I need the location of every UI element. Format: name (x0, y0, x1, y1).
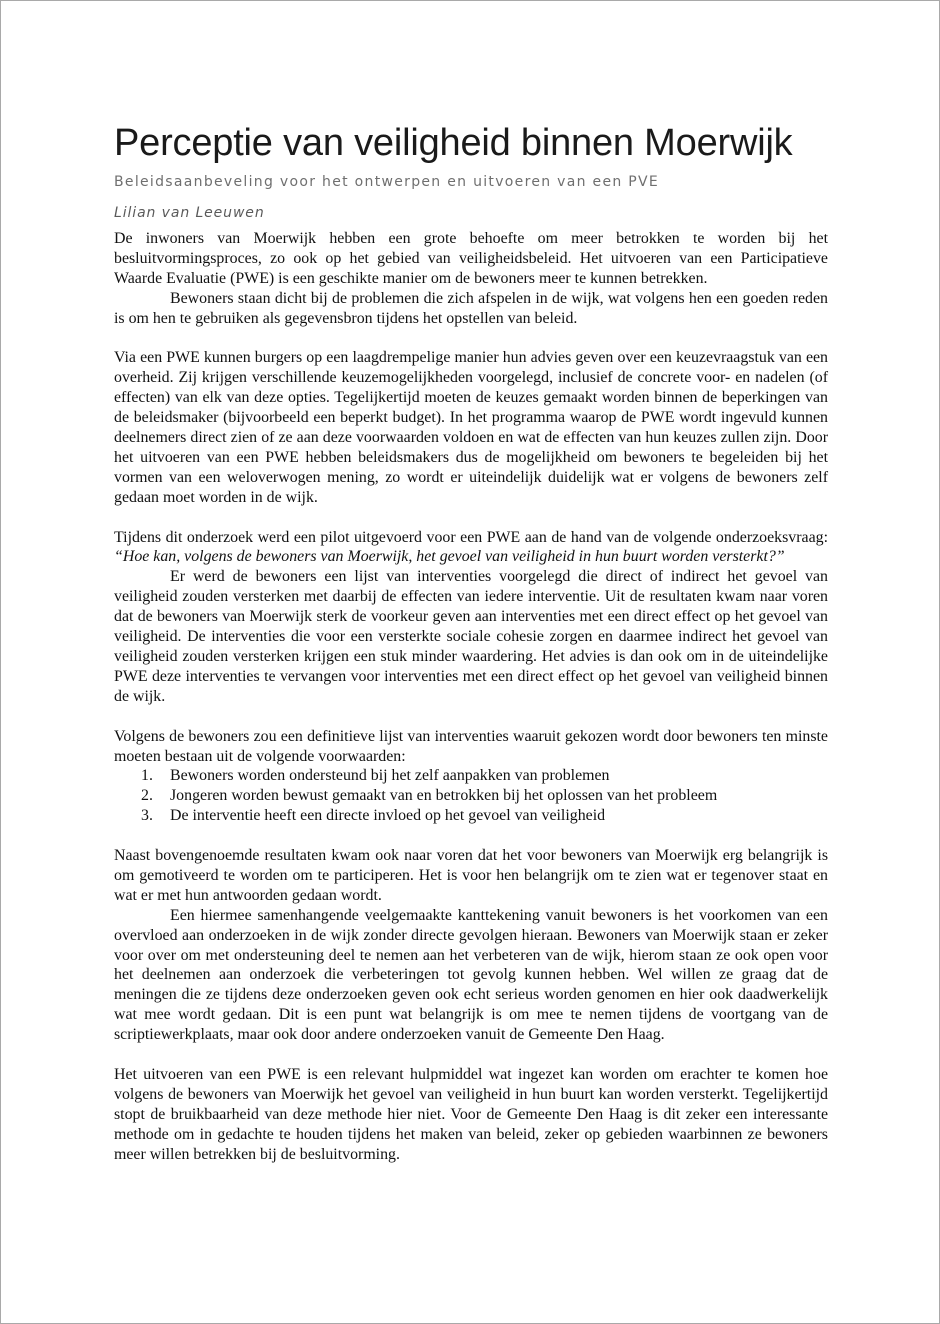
paragraph-research-question (114, 528, 828, 568)
page-content (114, 115, 828, 1165)
paragraph-motivation: Naast bovengenoemde resultaten kwam ook naar voren dat het voor bewoners van Moerwijk erg belangrijk is om gemotiveerd te worden om te participeren. Het is voor hen belangrijk om te zien wat er tegenover staat en wat er met hun antwoorden gedaan wordt. (114, 847, 828, 904)
list-item (141, 806, 828, 826)
paragraph-spacer (114, 329, 828, 349)
paragraph-research-overload: Een hiermee samenhangende veelgemaakte kanttekening vanuit bewoners is het voorkomen van een overvloed aan onderzoeken in de wijk zonder directe gevolgen hieraan. Bewoners van Moerwijk staan er zeker voor over om met ondersteuning deel te nemen aan het verbeteren van de wijk, hierom staan ze ook open voor het deelnemen aan onderzoek die verbeteringen tot gevolg kunnen hebben. Wel willen ze graag dat de meningen die ze tijdens deze onderzoeken geven ook echt serieus worden genomen en hier ook daadwerkelijk wat mee wordt gedaan. Dit is een punt wat belangrijk is om mee te nemen tijdens de voortgang van de scriptiewerkplaats, maar ook door andere onderzoeken vanuit de Gemeente Den Haag. (114, 906, 828, 1044)
document-subtitle: Beleidsaanbeveling voor het ontwerpen en uitvoeren van een PVE (114, 174, 660, 190)
list-item (141, 766, 828, 786)
paragraph-spacer (114, 508, 828, 528)
document-title: Perceptie van veiligheid binnen Moerwijk (114, 122, 793, 164)
research-question-lead: Tijdens dit onderzoek werd een pilot uitgevoerd voor een PWE aan de hand van de volgende onderzoeksvraag: (114, 528, 828, 546)
conditions-list (114, 766, 828, 826)
list-item-text: De interventie heeft een directe invloed op het gevoel van veiligheid (170, 807, 606, 825)
document-body (114, 229, 828, 1165)
paragraph-conditions-intro: Volgens de bewoners zou een definitieve lijst van interventies waaruit gekozen wordt door bewoners ten minste moeten bestaan uit de volgende voorwaarden: (114, 727, 828, 765)
paragraph-residents: Bewoners staan dicht bij de problemen die zich afspelen in de wijk, wat volgens hen een goeden reden is om hen te gebruiken als gegevensbron tijdens het opstellen van beleid. (114, 289, 828, 327)
paragraph-intro: De inwoners van Moerwijk hebben een grote behoefte om meer betrokken te worden bij het besluitvormingsproces, zo ook op het gebied van veiligheidsbeleid. Het uitvoeren van een Participatieve Waarde Evaluatie (PWE) is een geschikte manier om de bewoners meer te kunnen betrekken. (114, 230, 828, 287)
paragraph-results: Er werd de bewoners een lijst van interventies voorgelegd die direct of indirect het gevoel van veiligheid zouden versterken met daarbij de effecten van iedere interventie. Uit de resultaten kwam naar voren dat de bewoners van Moerwijk sterk de voorkeur geven aan interventies met een direct effect op het gevoel van veiligheid. De interventies die voor een versterkte sociale cohesie zorgen en daarmee indirect het gevoel van veiligheid zouden versterken krijgen een stuk minder waardering. Het advies is dan ook om in de uiteindelijke PWE deze interventies te vervangen voor interventies met een direct effect op het gevoel van veiligheid binnen de wijk. (114, 568, 828, 705)
paragraph-spacer (114, 826, 828, 846)
list-item (141, 786, 828, 806)
list-item-number: 1. (141, 767, 153, 785)
document-author: Lilian van Leeuwen (114, 205, 265, 221)
list-item-text: Jongeren worden bewust gemaakt van en betrokken bij het oplossen van het probleem (170, 787, 718, 805)
paragraph-conclusion: Het uitvoeren van een PWE is een relevant hulpmiddel wat ingezet kan worden om erachter te komen hoe volgens de bewoners van Moerwijk het gevoel van veiligheid in hun buurt kan worden versterkt. Tegelijkertijd stopt de bruikbaarheid van deze methode hier niet. Voor de Gemeente Den Haag is dit zeker een interessante methode om in gedachte te houden tijdens het maken van beleid, zeker op gebieden waarbinnen ze bewoners meer willen betrekken bij de besluitvorming. (114, 1065, 828, 1163)
paragraph-spacer (114, 1045, 828, 1065)
paragraph-spacer (114, 707, 828, 727)
list-item-number: 2. (141, 787, 153, 805)
paragraph-pwe-explanation: Via een PWE kunnen burgers op een laagdrempelige manier hun advies geven over een keuzevraagstuk van een overheid. Zij krijgen verschillende keuzemogelijkheden voorgelegd, inclusief de concrete voor- en nadelen (of effecten) van elk van deze opties. Tegelijkertijd moeten de keuzes gemaakt worden binnen de beperkingen van de beleidsmaker (bijvoorbeeld een beperkt budget). In het programma waarop de PWE wordt ingevuld kunnen deelnemers direct zien of ze aan deze voorwaarden voldoen en wat de effecten van hun keuzes zullen zijn. Door het uitvoeren van een PWE hebben beleidsmakers dus de mogelijkheid om bewoners te begeleiden bij het vormen van een weloverwogen mening, zo wordt er uiteindelijk duidelijk wat er volgens de bewoners zelf gedaan moet worden in de wijk. (114, 349, 828, 506)
list-item-text: Bewoners worden ondersteund bij het zelf aanpakken van problemen (170, 767, 610, 785)
list-item-number: 3. (141, 807, 153, 825)
research-question-text: “Hoe kan, volgens de bewoners van Moerwijk, het gevoel van veiligheid in hun buurt worden versterkt?” (114, 548, 785, 566)
